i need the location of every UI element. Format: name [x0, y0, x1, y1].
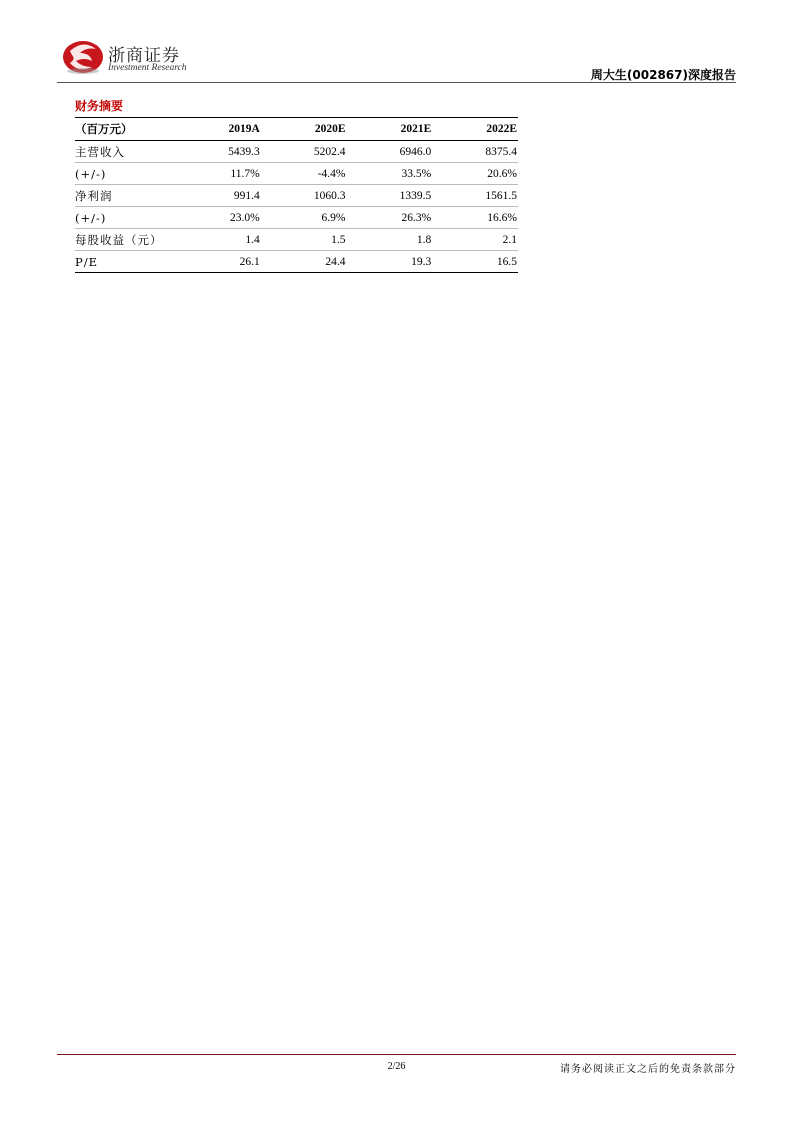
row-label: 主营收入: [75, 141, 175, 163]
header-divider: [57, 82, 736, 83]
table-cell: 991.4: [175, 185, 261, 207]
row-label: (+/-): [75, 163, 175, 185]
row-label: 净利润: [75, 185, 175, 207]
table-cell: 6946.0: [347, 141, 433, 163]
row-label: P/E: [75, 251, 175, 273]
table-cell: 5202.4: [261, 141, 347, 163]
table-row: [75, 141, 518, 163]
table-row: [75, 185, 518, 207]
report-title: 周大生(002867)深度报告: [590, 68, 736, 82]
row-label: (+/-): [75, 207, 175, 229]
company-logo: [62, 37, 187, 79]
column-header: 2021E: [400, 123, 432, 135]
table-cell: 1.5: [261, 229, 347, 251]
table-row: [75, 207, 518, 229]
footer-divider: [57, 1054, 736, 1055]
table-cell: -4.4%: [261, 163, 347, 185]
logo-text-en: Investment Research: [108, 63, 187, 73]
table-cell: 5439.3: [175, 141, 261, 163]
table-cell: 1.4: [175, 229, 261, 251]
column-header: （百万元）: [75, 122, 133, 136]
table-cell: 8375.4: [432, 141, 518, 163]
table-cell: 6.9%: [261, 207, 347, 229]
footer-disclaimer: 请务必阅读正文之后的免责条款部分: [560, 1064, 736, 1075]
table-row: [75, 163, 518, 185]
table-cell: 16.5: [432, 251, 518, 273]
table-cell: 1339.5: [347, 185, 433, 207]
column-header: 2019A: [228, 123, 260, 135]
logo-mark-icon: [62, 37, 104, 75]
financial-summary-table: [75, 117, 518, 273]
logo-text-cn: 浙商证券: [108, 46, 180, 66]
table-cell: 19.3: [347, 251, 433, 273]
table-row: [75, 251, 518, 273]
table-row: [75, 229, 518, 251]
column-header: 2020E: [314, 123, 346, 135]
table-cell: 1561.5: [432, 185, 518, 207]
table-cell: 16.6%: [432, 207, 518, 229]
section-title: 财务摘要: [75, 99, 124, 113]
table-cell: 1060.3: [261, 185, 347, 207]
table-cell: 23.0%: [175, 207, 261, 229]
table-cell: 11.7%: [175, 163, 261, 185]
table-cell: 26.1: [175, 251, 261, 273]
page-number: 2/26: [387, 1061, 406, 1072]
table-cell: 24.4: [261, 251, 347, 273]
table-header-row: [75, 118, 518, 141]
row-label: 每股收益（元）: [75, 229, 175, 251]
table-cell: 33.5%: [347, 163, 433, 185]
table-cell: 1.8: [347, 229, 433, 251]
column-header: 2022E: [486, 123, 517, 135]
table-cell: 2.1: [432, 229, 518, 251]
table-cell: 20.6%: [432, 163, 518, 185]
table-cell: 26.3%: [347, 207, 433, 229]
